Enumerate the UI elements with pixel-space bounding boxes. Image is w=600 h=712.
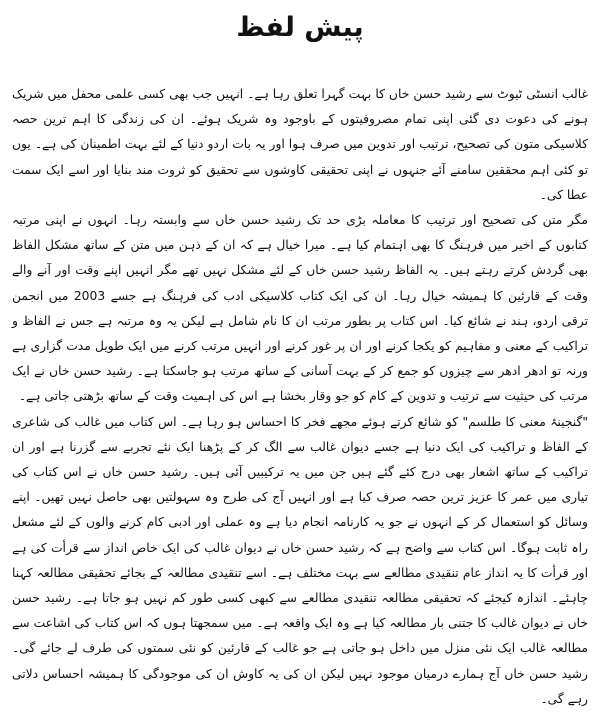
- paragraph: "گنجینۂ معنی کا طلسم" کو شائع کرتے ہوئے مجھے فخر کا احساس ہو رہا ہے۔ اس کتاب میں غالب کی شاعری کے الفاظ و تراکیب کی ایک دنیا ہے جسے دیوان غالب سے الگ کر کے پڑھنا ایک نئے تجربے سے گزرنا ہے اور ان تراکیب کے ساتھ اشعار بھی درج کئے گئے ہیں جن میں یہ ترکیبیں آئی ہیں۔ رشید حسن خاں نے اس کتاب کی تیاری میں عمر کا عزیز ترین حصہ صرف کیا ہے اور انہیں آج کی طرح وہ سہولتیں بھی حاصل نہیں تھیں۔ اپنے وسائل کو استعمال کر کے انہوں نے جو یہ کارنامہ انجام دیا ہے وہ عملی اور ادبی کام کرنے والوں کے لئے مشعل راہ ثابت ہوگا۔ اس کتاب سے واضح ہے کہ رشید حسن خاں نے دیوان غالب کی ایک خاص انداز سے قرأت کی ہے اور قرأت کا یہ انداز عام تنقیدی مطالعے سے بہت مختلف ہے۔ اسے تنقیدی مطالعہ کے بجائے تحقیقی مطالعہ کہنا چاہئے۔ اندازہ کیجئے کہ تحقیقی مطالعہ تنقیدی مطالعے سے کبھی کسی طور کم نہیں ہو جاتا ہے۔ رشید حسن خاں نے دیوان غالب کا جتنی بار مطالعہ کیا ہے وہ ایک واقعہ ہے۔ میں سمجھتا ہوں کہ اس کتاب کی اشاعت سے مطالعہ غالب ایک نئی منزل میں داخل ہو جاتی ہے جو غالب کے قارئین کو نئی سمتوں کی طرف لے جائے گی۔ رشید حسن خاں آج ہمارے درمیان موجود نہیں لیکن ان کی یہ کاوش ان کی موجودگی کا ہمیشہ احساس دلاتی رہے گی۔: [12, 414, 588, 706]
- page-title: پیش لفظ: [236, 12, 364, 43]
- paragraph: مگر متن کی تصحیح اور ترتیب کا معاملہ بڑی حد تک رشید حسن خاں سے وابستہ رہا۔ انہوں نے اپنی مرتبہ کتابوں کے اخیر میں فرہنگ کا بھی اہتمام کیا ہے۔ میرا خیال ہے کہ ان کے ذہن میں متن کے ساتھ مشکل الفاظ بھی گردش کرتے رہتے ہیں۔ یہ الفاظ رشید حسن خاں کے لئے مشکل نہیں تھے مگر انہیں اپنے وقت اور آنے والے وقت کے قارئین کا ہمیشہ خیال رہا۔ ان کی ایک کتاب کلاسیکی ادب کی فرہنگ ہے جسے 2003 میں انجمن ترقی اردو، ہند نے شائع کیا۔ اس کتاب پر بطور مرتب ان کا نام شامل ہے لیکن یہ وہ مرتبہ ہے جس نے الفاظ و تراکیب کے معنی و مفاہیم کو یکجا کرنے اور ان پر غور کرنے اور انہیں مرتب کرنے میں ایک طویل مدت گزاری ہے ورنہ تو ادھر ادھر سے چیزوں کو جمع کر کے بہت آسانی کے ساتھ مرتب ہو جاسکتا ہے۔ رشید حسن خاں نے ایک مرتب کی حیثیت سے ترتیب و تدوین کے کام کو جو وقار بخشا ہے اس کی اہمیت وقت کے ساتھ بڑھتی جاتی ہے۔: [12, 213, 588, 404]
- paragraph: غالب انسٹی ٹیوٹ سے رشید حسن خاں کا بہت گہرا تعلق رہا ہے۔ انہیں جب بھی کسی علمی محفل میں شریک ہونے کی دعوت دی گئی اپنی تمام مصروفیتوں کے باوجود وہ شریک ہوئے۔ ان کی زندگی کا اہم ترین حصہ کلاسیکی متون کی تصحیح، ترتیب اور تدوین میں صرف ہوا اور یہ بات اردو دنیا کے لئے بہت اطمینان کی ہے۔ یوں تو کئی اہم محققین سامنے آئے جنہوں نے اپنی تحقیقی کاوشوں سے تحقیق کو ثروت مند بنایا اور اسے ایک سمت عطا کی۔: [12, 87, 588, 202]
- body-text: [12, 82, 588, 712]
